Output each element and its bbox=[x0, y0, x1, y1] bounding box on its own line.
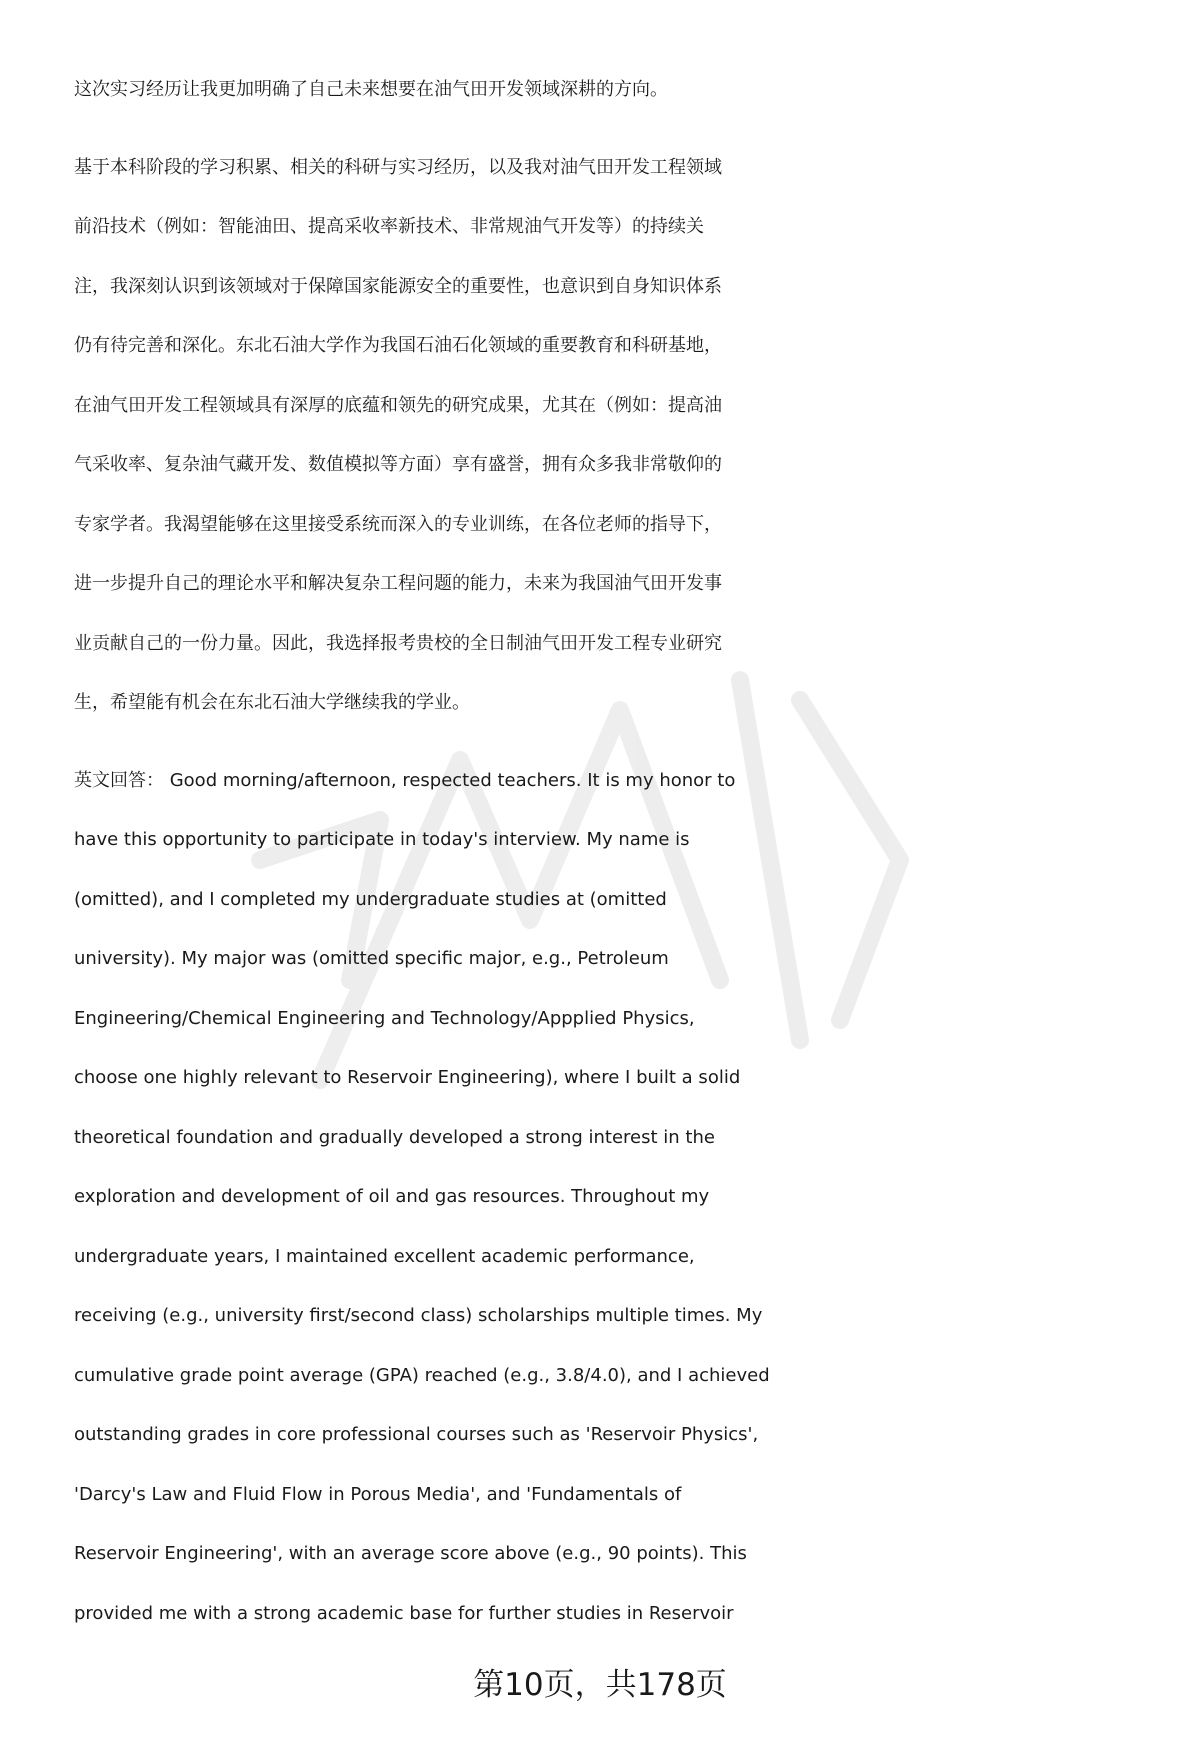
text-line: 业贡献自己的一份力量。因此，我选择报考贵校的全日制油气田开发工程专业研究 bbox=[74, 632, 722, 654]
page-number: 第10页，共178页 bbox=[473, 1667, 727, 1703]
text-line: 英文回答： Good morning/afternoon, respected teachers. It is my honor to bbox=[74, 769, 736, 791]
text-line: undergraduate years, I maintained excellent academic performance, bbox=[74, 1245, 695, 1267]
text-line: 在油气田开发工程领域具有深厚的底蕴和领先的研究成果，尤其在（例如：提高油 bbox=[74, 394, 722, 416]
text-line: 生，希望能有机会在东北石油大学继续我的学业。 bbox=[74, 692, 470, 713]
text-line: provided me with a strong academic base for further studies in Reservoir bbox=[74, 1602, 734, 1624]
text-line: 前沿技术（例如：智能油田、提高采收率新技术、非常规油气开发等）的持续关 bbox=[74, 216, 704, 237]
text-line: Engineering/Chemical Engineering and Technology/Appplied Physics, bbox=[74, 1007, 695, 1029]
text-line: have this opportunity to participate in today's interview. My name is bbox=[74, 829, 690, 850]
text-line: university). My major was (omitted specific major, e.g., Petroleum bbox=[74, 948, 669, 969]
text-line: (omitted), and I completed my undergraduate studies at (omitted bbox=[74, 888, 667, 910]
paragraph-2 bbox=[74, 138, 1154, 733]
text-line: theoretical foundation and gradually developed a strong interest in the bbox=[74, 1126, 715, 1148]
text-line: 专家学者。我渴望能够在这里接受系统而深入的专业训练，在各位老师的指导下， bbox=[74, 513, 722, 535]
document-body bbox=[74, 60, 1154, 1643]
paragraph-3-english-answer bbox=[74, 751, 1154, 1644]
text-line: 进一步提升自己的理论水平和解决复杂工程问题的能力，未来为我国油气田开发事 bbox=[74, 573, 722, 594]
text-line: exploration and development of oil and gas resources. Throughout my bbox=[74, 1186, 710, 1207]
text-line: Reservoir Engineering', with an average score above (e.g., 90 points). This bbox=[74, 1543, 747, 1564]
text-line: 'Darcy's Law and Fluid Flow in Porous Media', and 'Fundamentals of bbox=[74, 1483, 682, 1505]
text-line: 这次实习经历让我更加明确了自己未来想要在油气田开发领域深耕的方向。 bbox=[74, 79, 668, 100]
text-line: cumulative grade point average (GPA) reached (e.g., 3.8/4.0), and I achieved bbox=[74, 1364, 770, 1386]
text-line: choose one highly relevant to Reservoir Engineering), where I built a solid bbox=[74, 1067, 741, 1088]
text-line: receiving (e.g., university first/second class) scholarships multiple times. My bbox=[74, 1305, 763, 1326]
text-line: outstanding grades in core professional courses such as 'Reservoir Physics', bbox=[74, 1424, 759, 1445]
text-line: 气采收率、复杂油气藏开发、数值模拟等方面）享有盛誉，拥有众多我非常敬仰的 bbox=[74, 454, 722, 475]
text-line: 基于本科阶段的学习积累、相关的科研与实习经历，以及我对油气田开发工程领域 bbox=[74, 156, 722, 178]
text-line: 仍有待完善和深化。东北石油大学作为我国石油石化领域的重要教育和科研基地， bbox=[74, 335, 722, 356]
paragraph-1 bbox=[74, 60, 1154, 120]
text-line: 注，我深刻认识到该领域对于保障国家能源安全的重要性，也意识到自身知识体系 bbox=[74, 275, 722, 297]
